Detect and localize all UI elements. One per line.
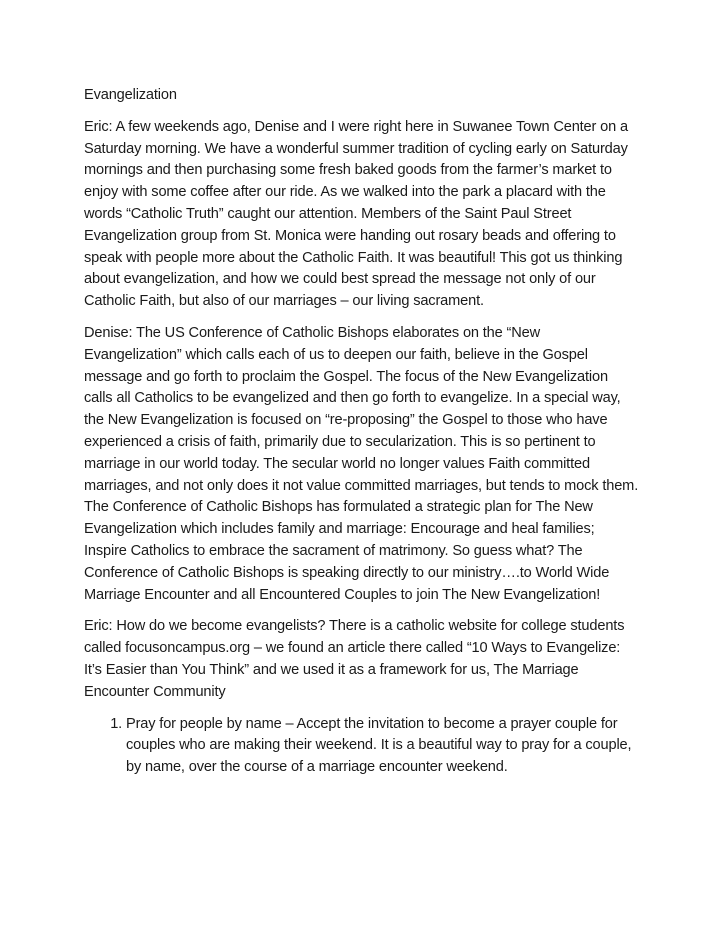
paragraph-eric-intro: Eric: A few weekends ago, Denise and I were right here in Suwanee Town Center on a Saturday morning. We have a wonderful summer tradition of cycling early on Saturday mornings and then purchasing some fresh baked goods from the farmer’s market to enjoy with some coffee after our ride. As we walked into the park a placard with the words “Catholic Truth” caught our attention. Members of the Saint Paul Street Evangelization group from St. Monica were handing out rosary beads and offering to speak with people more about the Catholic Faith. It was beautiful! This got us thinking about evangelization, and how we could best spread the message not only of our Catholic Faith, but also of our marriages – our living sacrament.	[84, 118, 628, 310]
numbered-list	[84, 714, 640, 779]
paragraph-eric-question: Eric: How do we become evangelists? There is a catholic website for college students called focusoncampus.org – we found an article there called “10 Ways to Evangelize: It’s Easier than You Think” and we used it as a framework for us, The Marriage Encounter Community	[84, 618, 625, 700]
paragraph-denise: Denise: The US Conference of Catholic Bishops elaborates on the “New Evangelization” which calls each of us to deepen our faith, believe in the Gospel message and go forth to proclaim the Gospel. The focus of the New Evangelization calls all Catholics to be evangelized and then go forth to evangelize. In a special way, the New Evangelization is focused on “re-proposing” the Gospel to those who have experienced a crisis of faith, primarily due to secularization. This is so pertinent to marriage in our world today. The secular world no longer values Faith committed marriages, and not only does it not value committed marriages, but tends to mock them. The Conference of Catholic Bishops has formulated a strategic plan for The New Evangelization which includes family and marriage: Encourage and heal families; Inspire Catholics to embrace the sacrament of matrimony. So guess what? The Conference of Catholic Bishops is speaking directly to our ministry….to World Wide Marriage Encounter and all Encountered Couples to join The New Evangelization!	[84, 324, 639, 603]
document-title: Evangelization	[84, 87, 177, 103]
document-body	[84, 85, 640, 779]
list-item: 1. Pray for people by name – Accept the invitation to become a prayer couple for couples who are making their weekend. It is a beautiful way to pray for a couple, by name, over the course of a marriage encounter weekend.	[126, 714, 640, 779]
